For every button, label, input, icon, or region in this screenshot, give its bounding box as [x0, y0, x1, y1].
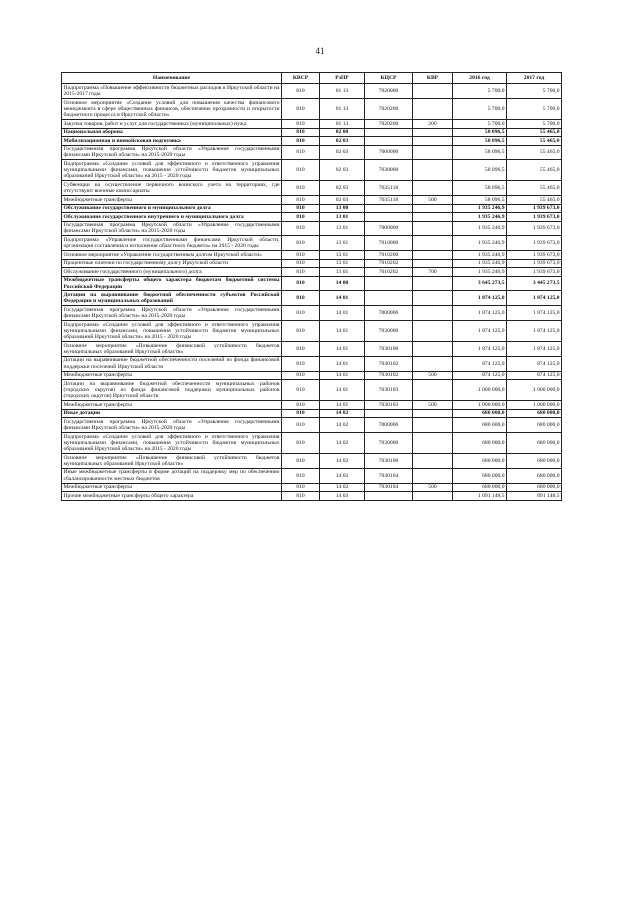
- row-kcsr: 7030000: [365, 160, 413, 181]
- row-name: Подпрограмма «Управление государственными финансами Иркутской области, организация составления и исполнения областного бюджета» на 2015 - 2020 годы: [63, 236, 280, 250]
- table-row: [62, 84, 562, 99]
- row-2017: 680 000,0: [507, 409, 562, 417]
- row-rzpr: 13 01: [320, 236, 365, 251]
- row-kvsr: 810: [282, 137, 320, 145]
- row-kvsr: 810: [282, 251, 320, 259]
- row-2017: 680 000,0: [507, 453, 562, 468]
- row-2017: 1 939 673,0: [507, 204, 562, 212]
- row-2017: 55 465,0: [507, 137, 562, 145]
- table-row: [62, 204, 562, 212]
- row-2016: 1 874 125,0: [453, 342, 507, 357]
- row-kcsr: [365, 276, 413, 291]
- header-2016: 2016 год: [453, 73, 507, 84]
- row-2017: 874 125,0: [507, 356, 562, 371]
- row-rzpr: 14 01: [320, 401, 365, 409]
- row-2017: 1 939 673,0: [507, 259, 562, 267]
- table-row: [62, 221, 562, 236]
- row-2017: 680 000,0: [507, 483, 562, 491]
- table-row: [62, 306, 562, 321]
- row-kcsr: 7000000: [365, 418, 413, 433]
- row-kcsr: 7000000: [365, 145, 413, 160]
- row-kcsr: 7030103: [365, 401, 413, 409]
- row-kvsr: 810: [282, 236, 320, 251]
- row-name: Мобилизационная и вневойсковая подготовка: [62, 137, 282, 145]
- row-name: Основное мероприятие «Управление государственным долгом Иркутской области»: [62, 251, 282, 259]
- row-name: Обслуживание государственного внутреннего и муниципального долга: [62, 213, 282, 221]
- row-kvr: [413, 276, 453, 291]
- row-2016: 58 096,5: [453, 181, 507, 196]
- row-2017: 1 874 125,0: [507, 291, 562, 306]
- row-rzpr: 14 01: [320, 380, 365, 401]
- row-2016: 1 935 246,9: [453, 251, 507, 259]
- row-kvr: [413, 291, 453, 306]
- row-kvsr: 810: [282, 204, 320, 212]
- row-kcsr: 7030100: [365, 342, 413, 357]
- row-name: Государственная программа Иркутской области «Управление государственными финансами Иркутской области» на 2015-2020 годы: [63, 222, 280, 235]
- row-kcsr: 7020200: [365, 98, 413, 119]
- table-row: [62, 468, 562, 483]
- row-kvsr: 810: [282, 483, 320, 491]
- row-name: Иные межбюджетные трансферты в форме дотаций на поддержку мер по обеспечению сбалансированности местных бюджетов: [63, 469, 280, 482]
- row-kcsr: [365, 213, 413, 221]
- row-kvr: [413, 409, 453, 417]
- row-rzpr: 02 00: [320, 128, 365, 136]
- row-kvr: [413, 137, 453, 145]
- table-row: [62, 418, 562, 433]
- row-2017: 1 000 000,0: [507, 401, 562, 409]
- row-name: Обслуживание государственного и муниципального долга: [62, 204, 282, 212]
- row-kvr: [413, 236, 453, 251]
- row-name: Субвенции на осуществление первичного воинского учета на территориях, где отсутствуют военные комиссариаты: [63, 181, 280, 195]
- row-name: Государственная программа Иркутской области «Управление государственными финансами Иркутской области» на 2015-2020 годы: [63, 306, 280, 320]
- row-kvr: [413, 160, 453, 181]
- row-name: Межбюджетные трансферты: [62, 371, 282, 379]
- row-rzpr: 01 13: [320, 98, 365, 119]
- row-2016: 1 874 125,0: [453, 306, 507, 321]
- row-2016: 1 935 246,9: [453, 259, 507, 267]
- row-2016: 1 935 246,9: [453, 268, 507, 276]
- row-kvr: [413, 342, 453, 357]
- header-kcsr: КЦСР: [365, 73, 413, 84]
- row-2016: 680 000,0: [453, 409, 507, 417]
- row-name: Межбюджетные трансферты общего характера бюджетам бюджетной системы Российской Федерации: [63, 277, 280, 290]
- row-rzpr: 14 02: [320, 432, 365, 453]
- row-rzpr: 14 01: [320, 371, 365, 379]
- row-kcsr: [365, 492, 413, 500]
- row-2016: 1 874 125,0: [453, 291, 507, 306]
- row-name: Основное мероприятие «Повышение финансовой устойчивости бюджетов муниципальных образований Иркутской области»: [63, 342, 280, 355]
- header-name: Наименование: [62, 73, 282, 84]
- row-kvsr: 810: [282, 409, 320, 417]
- row-kcsr: 7035118: [365, 181, 413, 196]
- row-name: Основное мероприятие «Создание условий для повышения качества финансового менеджмента в сфере общественных финансов, обеспечение прозрачности и открытости бюджетного процесса в Иркутской области»: [63, 99, 280, 119]
- row-kvr: [413, 492, 453, 500]
- row-2017: 1 939 673,0: [507, 268, 562, 276]
- header-kvsr: КВСР: [282, 73, 320, 84]
- table-row: [62, 251, 562, 259]
- row-2017: 55 465,0: [507, 145, 562, 160]
- row-rzpr: 14 00: [320, 276, 365, 291]
- row-rzpr: 13 01: [320, 213, 365, 221]
- row-kcsr: 7030104: [365, 468, 413, 483]
- row-name: Дотации на выравнивание бюджетной обеспеченности муниципальных районов (городских округов) из фонда финансовой поддержки муниципальных районов (городских округов) Иркутской области: [63, 380, 280, 400]
- row-2016: 1 935 246,9: [453, 204, 507, 212]
- row-rzpr: 13 00: [320, 204, 365, 212]
- row-kvr: [413, 306, 453, 321]
- row-2017: 5 700,0: [507, 98, 562, 119]
- row-rzpr: 02 03: [320, 137, 365, 145]
- row-kvsr: 810: [282, 221, 320, 236]
- row-rzpr: 13 01: [320, 259, 365, 267]
- table-row: [62, 483, 562, 491]
- row-2016: 58 096,5: [453, 196, 507, 204]
- row-kvsr: 810: [282, 342, 320, 357]
- row-2016: 874 125,0: [453, 356, 507, 371]
- table-row: [62, 453, 562, 468]
- row-rzpr: 14 01: [320, 291, 365, 306]
- row-2017: 680 000,0: [507, 432, 562, 453]
- row-2017: 1 874 125,0: [507, 306, 562, 321]
- row-2016: 1 091 148,5: [453, 492, 507, 500]
- row-rzpr: 02 03: [320, 196, 365, 204]
- row-2017: 680 000,0: [507, 468, 562, 483]
- row-rzpr: 14 01: [320, 306, 365, 321]
- row-kvsr: 810: [282, 432, 320, 453]
- row-rzpr: 14 03: [320, 492, 365, 500]
- row-kvsr: 810: [282, 380, 320, 401]
- row-2016: 1 874 125,0: [453, 320, 507, 341]
- row-kcsr: 7030000: [365, 320, 413, 341]
- table-row: [62, 120, 562, 128]
- row-kvr: 700: [413, 268, 453, 276]
- table-row: [62, 213, 562, 221]
- table-row: [62, 401, 562, 409]
- row-kcsr: 7010000: [365, 236, 413, 251]
- row-name: Прочие межбюджетные трансферты общего характера: [62, 492, 282, 500]
- row-kvsr: 810: [282, 306, 320, 321]
- row-kvr: [413, 432, 453, 453]
- row-kvr: [413, 380, 453, 401]
- table-row: [62, 137, 562, 145]
- row-kcsr: 7030100: [365, 453, 413, 468]
- row-kvr: [413, 84, 453, 99]
- row-2016: 5 700,0: [453, 120, 507, 128]
- row-name: Межбюджетные трансферты: [62, 196, 282, 204]
- row-name: Дотации на выравнивание бюджетной обеспеченности субъектов Российской Федерации и муниципальных образований: [63, 291, 280, 305]
- row-rzpr: 14 01: [320, 320, 365, 341]
- row-rzpr: 13 01: [320, 221, 365, 236]
- row-kvr: [413, 259, 453, 267]
- row-rzpr: 02 03: [320, 160, 365, 181]
- row-2017: 1 874 125,0: [507, 342, 562, 357]
- row-kvr: 500: [413, 401, 453, 409]
- table-row: [62, 492, 562, 500]
- row-kvr: [413, 98, 453, 119]
- row-kvsr: 810: [282, 468, 320, 483]
- row-2016: 58 096,5: [453, 128, 507, 136]
- row-2016: 680 000,0: [453, 432, 507, 453]
- table-row: [62, 432, 562, 453]
- row-2016: 1 935 246,9: [453, 221, 507, 236]
- row-name: Иные дотации: [62, 409, 282, 417]
- header-2017: 2017 год: [507, 73, 562, 84]
- row-kvsr: 810: [282, 259, 320, 267]
- row-2017: 1 939 673,0: [507, 221, 562, 236]
- row-2017: 874 125,0: [507, 371, 562, 379]
- row-kvr: 500: [413, 483, 453, 491]
- row-name: Национальная оборона: [62, 128, 282, 136]
- table-row: [62, 342, 562, 357]
- table-row: [62, 259, 562, 267]
- row-2016: 874 125,0: [453, 371, 507, 379]
- row-name: Дотации на выравнивание бюджетной обеспеченности поселений из фонда финансовой поддержки поселений Иркутской области: [63, 357, 280, 370]
- row-kvsr: 810: [282, 196, 320, 204]
- row-kvsr: 810: [282, 128, 320, 136]
- row-name: Подпрограмма «Создание условий для эффективного и ответственного управления муниципальными финансами, повышения устойчивости бюджетов муниципальных образований Иркутской области» на 2015 - 2020 годы: [63, 160, 280, 180]
- row-2016: 1 000 000,0: [453, 401, 507, 409]
- row-kcsr: 7000000: [365, 306, 413, 321]
- row-2017: 1 000 000,0: [507, 380, 562, 401]
- row-2016: 680 000,0: [453, 453, 507, 468]
- row-kvsr: 810: [282, 453, 320, 468]
- row-kcsr: [365, 409, 413, 417]
- row-2016: 3 645 273,5: [453, 276, 507, 291]
- row-kvsr: 810: [282, 120, 320, 128]
- row-2016: 5 700,0: [453, 84, 507, 99]
- row-kvsr: 810: [282, 356, 320, 371]
- row-kvsr: 810: [282, 268, 320, 276]
- row-2017: 55 465,0: [507, 160, 562, 181]
- row-rzpr: 01 13: [320, 84, 365, 99]
- row-rzpr: 14 02: [320, 409, 365, 417]
- row-name: Межбюджетные трансферты: [62, 483, 282, 491]
- row-kvsr: 810: [282, 492, 320, 500]
- row-kvsr: 810: [282, 418, 320, 433]
- row-2017: 1 874 125,0: [507, 320, 562, 341]
- table-row: [62, 128, 562, 136]
- row-kcsr: 7020200: [365, 120, 413, 128]
- row-2016: 680 000,0: [453, 468, 507, 483]
- row-rzpr: 14 01: [320, 356, 365, 371]
- row-kcsr: 7030103: [365, 380, 413, 401]
- row-kcsr: [365, 291, 413, 306]
- row-kvr: 500: [413, 371, 453, 379]
- row-kcsr: 7010200: [365, 251, 413, 259]
- row-name: Основное мероприятие «Повышение финансовой устойчивости бюджетов муниципальных образований Иркутской области»: [63, 454, 280, 467]
- row-kvsr: 810: [282, 320, 320, 341]
- table-row: [62, 356, 562, 371]
- row-2016: 1 935 246,9: [453, 213, 507, 221]
- row-kvr: [413, 251, 453, 259]
- row-kvr: [413, 128, 453, 136]
- row-name: Государственная программа Иркутской области «Управление государственными финансами Иркутской области» на 2015-2020 годы: [63, 146, 280, 159]
- row-kvsr: 810: [282, 276, 320, 291]
- row-kvsr: 810: [282, 181, 320, 196]
- row-kcsr: 7010202: [365, 268, 413, 276]
- row-name: Процентные платежи по государственному долгу Иркутской области: [62, 259, 282, 267]
- row-kvr: [413, 320, 453, 341]
- table-row: [62, 276, 562, 291]
- row-rzpr: 02 03: [320, 181, 365, 196]
- row-2016: 58 096,5: [453, 137, 507, 145]
- row-kvr: [413, 181, 453, 196]
- row-rzpr: 14 01: [320, 342, 365, 357]
- row-2017: 5 700,0: [507, 84, 562, 99]
- table-row: [62, 196, 562, 204]
- table-header-row: [62, 73, 562, 84]
- row-rzpr: 01 13: [320, 120, 365, 128]
- row-kcsr: [365, 128, 413, 136]
- row-kvr: [413, 213, 453, 221]
- page-number: 41: [315, 46, 325, 56]
- row-kcsr: 7035118: [365, 196, 413, 204]
- row-2016: 680 000,0: [453, 418, 507, 433]
- row-name: Закупка товаров, работ и услуг для государственных (муниципальных) нужд: [62, 120, 282, 128]
- table-row: [62, 236, 562, 251]
- row-kcsr: 7030104: [365, 483, 413, 491]
- header-kvr: КВР: [413, 73, 453, 84]
- row-rzpr: 02 03: [320, 145, 365, 160]
- row-2016: 680 000,0: [453, 483, 507, 491]
- row-2016: 5 700,0: [453, 98, 507, 119]
- row-2017: 1 939 673,0: [507, 251, 562, 259]
- row-name: Обслуживание государственного (муниципального) долга: [62, 268, 282, 276]
- table-row: [62, 371, 562, 379]
- table-row: [62, 291, 562, 306]
- row-2017: 891 148,5: [507, 492, 562, 500]
- row-kvr: [413, 221, 453, 236]
- row-2016: 58 096,5: [453, 145, 507, 160]
- row-rzpr: 14 02: [320, 483, 365, 491]
- table-row: [62, 380, 562, 401]
- table-row: [62, 268, 562, 276]
- table-row: [62, 98, 562, 119]
- row-rzpr: 13 01: [320, 268, 365, 276]
- row-kvr: [413, 204, 453, 212]
- row-2016: 1 935 246,9: [453, 236, 507, 251]
- table-row: [62, 145, 562, 160]
- row-2017: 680 000,0: [507, 418, 562, 433]
- row-kvsr: 810: [282, 160, 320, 181]
- row-kcsr: 7020000: [365, 84, 413, 99]
- row-2017: 1 939 673,0: [507, 213, 562, 221]
- row-kvr: [413, 145, 453, 160]
- row-name: Подпрограмма «Повышение эффективности бюджетных расходов в Иркутской области на 2015-2017 годы: [63, 84, 280, 98]
- row-name: Межбюджетные трансферты: [62, 401, 282, 409]
- row-2016: 1 000 000,0: [453, 380, 507, 401]
- row-2017: 5 700,0: [507, 120, 562, 128]
- row-name: Подпрограмма «Создание условий для эффективного и ответственного управления муниципальными финансами, повышения устойчивости бюджетов муниципальных образований Иркутской области» на 2015 - 2020 годы: [63, 321, 280, 341]
- row-rzpr: 14 02: [320, 468, 365, 483]
- row-2017: 55 465,0: [507, 181, 562, 196]
- row-kvsr: 810: [282, 84, 320, 99]
- row-2017: 55 465,0: [507, 128, 562, 136]
- row-kvr: [413, 356, 453, 371]
- row-kvsr: 810: [282, 291, 320, 306]
- row-kvsr: 810: [282, 371, 320, 379]
- row-kcsr: 7010202: [365, 259, 413, 267]
- row-kvr: [413, 418, 453, 433]
- row-kvsr: 810: [282, 145, 320, 160]
- row-kvsr: 810: [282, 213, 320, 221]
- row-2017: 55 465,0: [507, 196, 562, 204]
- table-row: [62, 409, 562, 417]
- table-row: [62, 160, 562, 181]
- row-2016: 58 096,5: [453, 160, 507, 181]
- row-kcsr: 7030102: [365, 371, 413, 379]
- row-name: Государственная программа Иркутской области «Управление государственными финансами Иркутской области» на 2015-2020 годы: [63, 418, 280, 432]
- row-kcsr: 7000000: [365, 221, 413, 236]
- row-rzpr: 13 01: [320, 251, 365, 259]
- row-rzpr: 14 02: [320, 453, 365, 468]
- row-2017: 3 445 273,5: [507, 276, 562, 291]
- row-kvsr: 810: [282, 401, 320, 409]
- row-rzpr: 14 02: [320, 418, 365, 433]
- row-kcsr: [365, 204, 413, 212]
- budget-table: [61, 72, 562, 501]
- header-rzpr: РзПР: [320, 73, 365, 84]
- row-kvsr: 810: [282, 98, 320, 119]
- row-kvr: [413, 453, 453, 468]
- table-row: [62, 181, 562, 196]
- row-kcsr: [365, 137, 413, 145]
- row-2017: 1 939 673,0: [507, 236, 562, 251]
- row-kcsr: 7030000: [365, 432, 413, 453]
- row-name: Подпрограмма «Создание условий для эффективного и ответственного управления муниципальными финансами, повышения устойчивости бюджетов муниципальных образований Иркутской области» на 2015 - 2020 годы: [63, 433, 280, 453]
- row-kvr: [413, 468, 453, 483]
- row-kvr: 200: [413, 120, 453, 128]
- row-kvr: 500: [413, 196, 453, 204]
- table-row: [62, 320, 562, 341]
- row-kcsr: 7030102: [365, 356, 413, 371]
